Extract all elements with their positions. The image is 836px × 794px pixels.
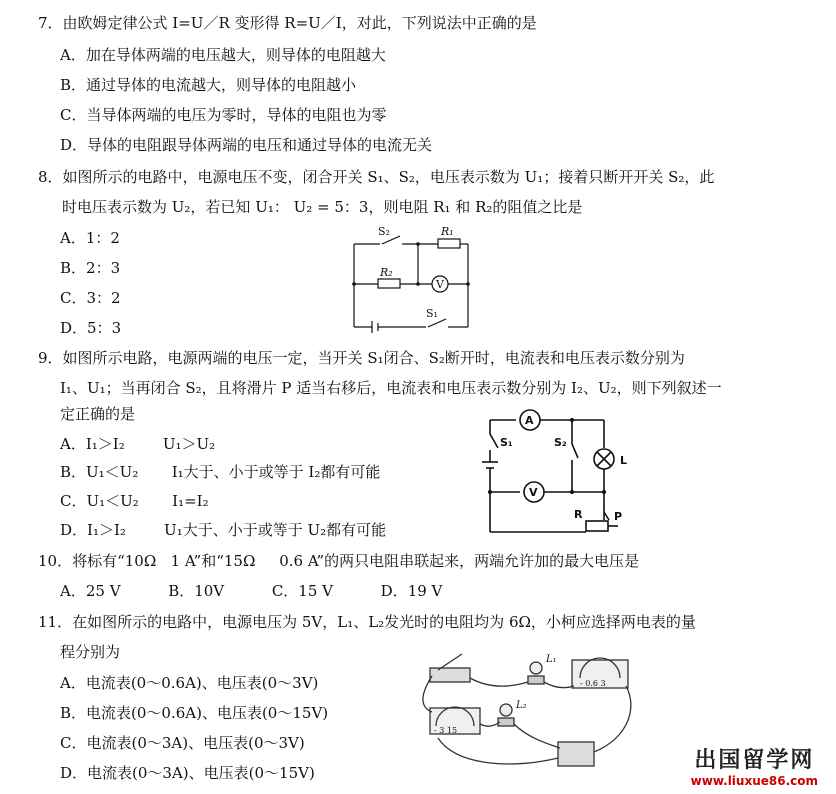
q9-fig-label-v: V bbox=[529, 486, 538, 499]
watermark-title: 出国留学网 bbox=[694, 748, 815, 773]
q8-stem-line1: 8．如图所示的电路中，电源电压不变，闭合开关 S₁、S₂，电压表示数为 U₁；接着只断开开关 S₂，此 bbox=[38, 168, 715, 186]
q9-fig-label-s2: S₂ bbox=[554, 436, 567, 449]
q8-fig-label-v: V bbox=[436, 278, 444, 291]
q8-fig-label-s1: S₁ bbox=[426, 307, 438, 320]
q11-stem-line2: 程分别为 bbox=[60, 643, 121, 661]
q8-option-b: B．2：3 bbox=[60, 259, 121, 277]
q8-fig-label-r1: R₁ bbox=[441, 225, 454, 238]
q11-circuit-illustration bbox=[418, 648, 650, 778]
q9-fig-label-p: P bbox=[614, 510, 623, 523]
q7-option-d: D．导体的电阻跟导体两端的电压和通过导体的电流无关 bbox=[60, 136, 433, 154]
watermark bbox=[691, 743, 818, 788]
q9-fig-label-s1: S₁ bbox=[500, 436, 513, 449]
q8-fig-label-s2: S₂ bbox=[378, 225, 390, 238]
q9-fig-label-l: L bbox=[620, 454, 628, 467]
q11-stem-line1: 11．在如图所示的电路中，电源电压为 5V，L₁、L₂发光时的电阻均为 6Ω，小柯应选择两电表的量 bbox=[38, 613, 696, 631]
q11-fig-ammeter-scale: - 0.6 3 bbox=[580, 679, 606, 688]
q8-option-c: C．3：2 bbox=[60, 289, 121, 307]
q8-option-d: D．5：3 bbox=[60, 319, 122, 337]
q7-option-a: A．加在导体两端的电压越大，则导体的电阻越大 bbox=[60, 46, 386, 64]
q9-stem-line1: 9．如图所示电路，电源两端的电压一定，当开关 S₁闭合、S₂断开时，电流表和电压表示数分别为 bbox=[38, 349, 685, 367]
q8-fig-label-r2: R₂ bbox=[380, 266, 393, 279]
watermark-url: www.liuxue86.com bbox=[690, 774, 818, 788]
q11-option-a: A．电流表(0～0.6A)、电压表(0～3V) bbox=[60, 674, 319, 692]
q11-option-b: B．电流表(0～0.6A)、电压表(0～15V) bbox=[60, 704, 329, 722]
q8-stem-line2: 时电压表示数为 U₂，若已知 U₁： U₂ = 5：3，则电阻 R₁ 和 R₂的阻值之比是 bbox=[62, 198, 583, 216]
q11-fig-label-l2: L₂ bbox=[516, 700, 527, 711]
q7-stem: 7．由欧姆定律公式 I=U／R 变形得 R=U／I，对此，下列说法中正确的是 bbox=[38, 14, 537, 32]
q9-option-c: C．U₁＜U₂ I₁=I₂ bbox=[60, 492, 209, 510]
q11-option-c: C．电流表(0～3A)、电压表(0～3V) bbox=[60, 734, 305, 752]
q9-fig-label-r: R bbox=[574, 508, 583, 521]
q10-options: A．25 V B．10V C．15 V D．19 V bbox=[60, 582, 443, 600]
q9-stem-line2: I₁、U₁；当再闭合 S₂，且将滑片 P 适当右移后，电流表和电压表示数分别为 I₂、U₂，则下列叙述一 bbox=[60, 379, 722, 397]
q11-fig-voltmeter-scale: - 3 15 bbox=[434, 726, 458, 735]
q9-option-b: B．U₁＜U₂ I₁大于、小于或等于 I₂都有可能 bbox=[60, 463, 381, 481]
q8-option-a: A．1：2 bbox=[60, 229, 120, 247]
q9-stem-line3: 定正确的是 bbox=[60, 405, 136, 423]
q11-fig-label-l1: L₁ bbox=[546, 654, 557, 665]
q9-option-a: A．I₁＞I₂ U₁＞U₂ bbox=[60, 435, 216, 453]
q9-fig-label-a: A bbox=[525, 414, 534, 427]
q9-option-d: D．I₁＞I₂ U₁大于、小于或等于 U₂都有可能 bbox=[60, 521, 387, 539]
q10-stem: 10．将标有“10Ω 1 A”和“15Ω 0.6 A”的两只电阻串联起来，两端允许加的最大电压是 bbox=[38, 552, 640, 570]
q7-option-c: C．当导体两端的电压为零时，导体的电阻也为零 bbox=[60, 106, 387, 124]
q11-option-d: D．电流表(0～3A)、电压表(0～15V) bbox=[60, 764, 315, 782]
q8-circuit-diagram bbox=[340, 222, 480, 338]
q7-option-b: B．通过导体的电流越大，则导体的电阻越小 bbox=[60, 76, 357, 94]
q9-circuit-diagram bbox=[478, 404, 638, 542]
